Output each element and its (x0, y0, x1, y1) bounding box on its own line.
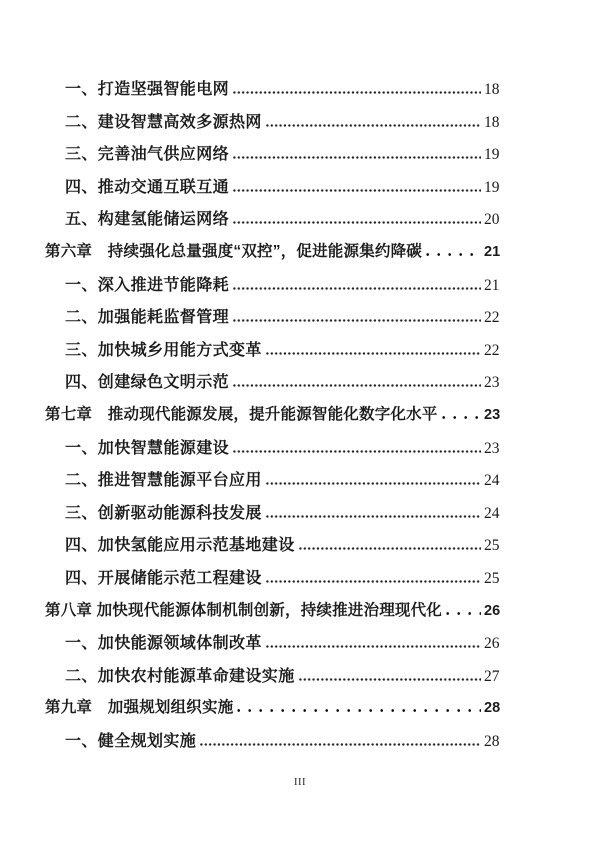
dot-leader (200, 743, 481, 746)
page-footer (0, 772, 600, 790)
dot-leader (266, 352, 481, 355)
dot-leader (266, 580, 481, 583)
toc-entry-label: 四、加快氢能应用示范基地建设 (65, 537, 295, 555)
toc-entry-label: 二、加快农村能源革命建设实施 (65, 667, 295, 685)
toc-entry-sub-4[interactable] (45, 206, 508, 239)
toc-entry-sub-9[interactable] (45, 369, 508, 402)
dot-leader (233, 384, 481, 387)
toc-entry-sub-14[interactable] (45, 532, 508, 565)
toc-entry-label: 三、加快城乡用能方式变革 (65, 341, 262, 359)
toc-entry-page: 20 (484, 211, 500, 229)
toc-entry-sub-0[interactable] (45, 76, 508, 109)
dot-leader (233, 156, 481, 159)
dot-leader (266, 124, 481, 127)
dot-leader (233, 189, 481, 192)
toc-entry-page: 22 (484, 309, 500, 327)
toc-entry-page: 19 (484, 178, 500, 196)
dot-leader (442, 416, 481, 419)
toc-entry-label: 三、创新驱动能源科技发展 (65, 504, 262, 522)
toc-entry-sub-11[interactable] (45, 435, 508, 468)
toc-entry-page: 18 (484, 81, 500, 98)
toc-entry-label: 四、开展储能示范工程建设 (65, 569, 262, 587)
dot-leader (426, 253, 481, 256)
toc-entry-page: 28 (484, 700, 501, 717)
toc-entry-label: 一、加快智慧能源建设 (65, 439, 230, 457)
toc-entry-label: 一、打造坚强智能电网 (65, 81, 230, 98)
dot-leader (266, 482, 481, 485)
toc-entry-sub-3[interactable] (45, 174, 508, 207)
footer-page-number: III (294, 777, 306, 788)
toc-entry-chapter-19[interactable] (45, 695, 508, 728)
toc-entry-page: 26 (484, 635, 500, 653)
dot-leader (299, 678, 481, 681)
toc-entry-sub-2[interactable] (45, 141, 508, 174)
toc-entry-label: 第六章 持续强化总量强度“双控”，促进能源集约降碳 (45, 242, 423, 260)
toc-entry-page: 23 (484, 374, 500, 392)
toc-entry-label: 一、健全规划实施 (65, 732, 197, 750)
toc-entry-page: 23 (484, 439, 500, 457)
toc-entry-sub-12[interactable] (45, 467, 508, 500)
toc-entry-label: 第八章 加快现代能源体制机制创新，持续推进治理现代化 (45, 601, 443, 619)
toc-entry-page: 25 (484, 537, 500, 555)
dot-leader (233, 450, 481, 453)
toc-entry-sub-20[interactable] (45, 728, 508, 761)
toc-entry-sub-18[interactable] (45, 663, 508, 696)
table-of-contents (45, 76, 508, 760)
toc-entry-sub-15[interactable] (45, 565, 508, 598)
dot-leader (233, 319, 481, 322)
toc-entry-label: 三、完善油气供应网络 (65, 146, 230, 164)
dot-leader (266, 515, 481, 518)
toc-entry-sub-7[interactable] (45, 304, 508, 337)
dot-leader (233, 287, 481, 290)
toc-entry-label: 五、构建氢能储运网络 (65, 211, 230, 229)
toc-entry-sub-6[interactable] (45, 272, 508, 305)
toc-entry-page: 22 (484, 341, 500, 359)
toc-entry-label: 第九章 加强规划组织实施 (45, 699, 234, 717)
toc-entry-label: 一、加快能源领域体制改革 (65, 635, 262, 653)
toc-entry-chapter-16[interactable] (45, 598, 508, 631)
dot-leader (266, 645, 481, 648)
toc-entry-sub-13[interactable] (45, 500, 508, 533)
toc-entry-label: 一、深入推进节能降耗 (65, 276, 230, 294)
toc-entry-page: 27 (484, 667, 500, 685)
toc-entry-page: 24 (484, 504, 500, 522)
dot-leader (233, 221, 481, 224)
toc-entry-page: 21 (484, 276, 500, 294)
toc-entry-label: 二、推进智慧能源平台应用 (65, 472, 262, 490)
toc-entry-chapter-10[interactable] (45, 402, 508, 435)
toc-entry-page: 25 (484, 569, 500, 587)
toc-entry-label: 第七章 推动现代能源发展，提升能源智能化数字化水平 (45, 405, 438, 423)
toc-entry-sub-17[interactable] (45, 630, 508, 663)
toc-entry-page: 19 (484, 146, 500, 164)
toc-entry-page: 21 (484, 243, 501, 260)
toc-entry-sub-8[interactable] (45, 337, 508, 370)
toc-entry-label: 四、创建绿色文明示范 (65, 374, 230, 392)
toc-entry-chapter-5[interactable] (45, 239, 508, 272)
toc-entry-page: 23 (484, 406, 501, 423)
toc-entry-label: 二、加强能耗监督管理 (65, 309, 230, 327)
dot-leader (237, 709, 481, 712)
toc-entry-page: 28 (484, 732, 500, 750)
dot-leader (233, 91, 481, 94)
toc-entry-sub-1[interactable] (45, 109, 508, 142)
dot-leader (299, 547, 481, 550)
toc-entry-label: 四、推动交通互联互通 (65, 178, 230, 196)
dot-leader (446, 612, 481, 615)
toc-entry-page: 24 (484, 472, 500, 490)
toc-entry-page: 18 (484, 113, 500, 131)
toc-entry-page: 26 (484, 602, 501, 619)
toc-entry-label: 二、建设智慧高效多源热网 (65, 113, 262, 131)
